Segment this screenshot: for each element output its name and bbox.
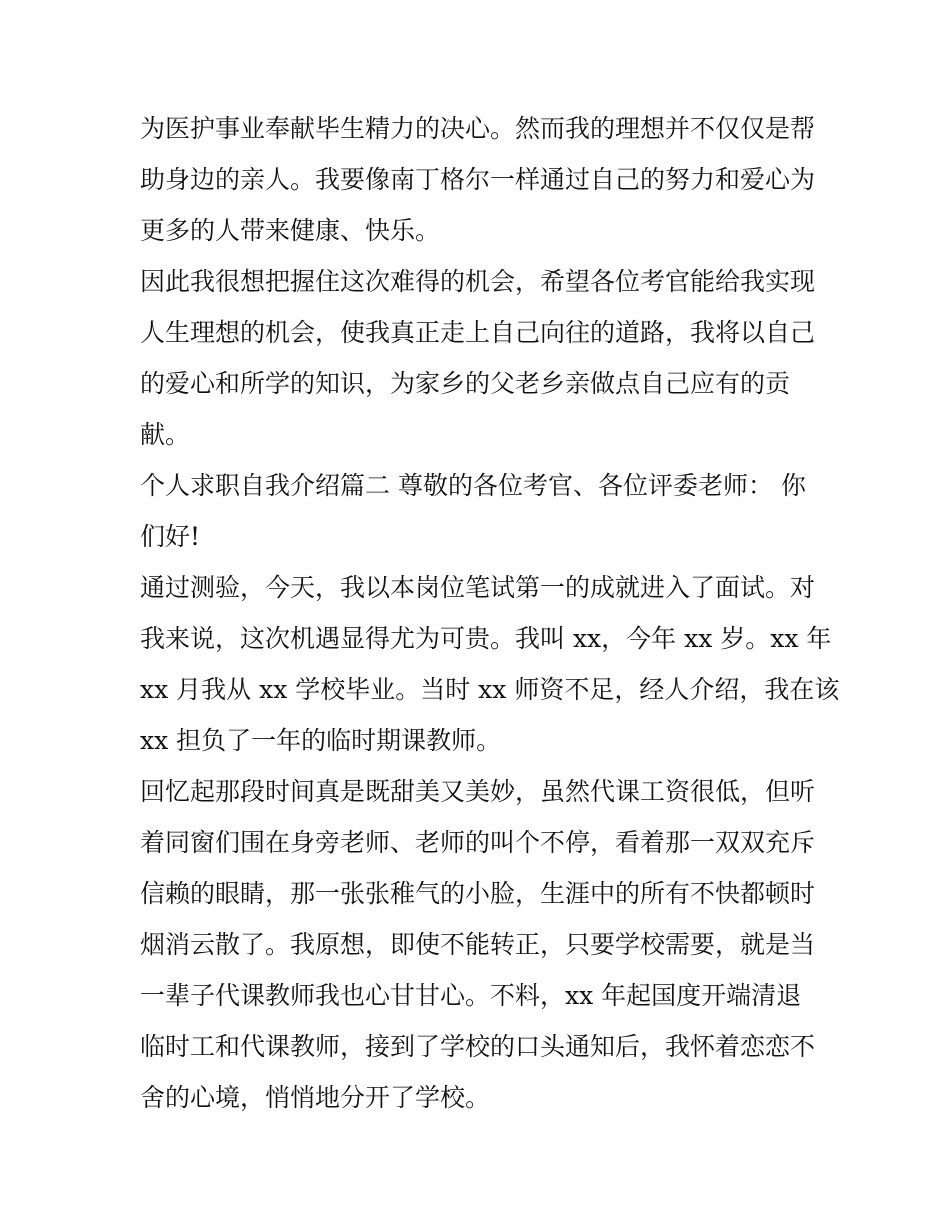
text-line: 舍的心境，悄悄地分开了学校。 [140, 1083, 491, 1112]
text-line: 因此我很想把握住这次难得的机会，希望各位考官能给我实现 [140, 267, 816, 296]
text-line: xx 担负了一年的临时期课教师。 [140, 726, 502, 755]
text-line: 人生理想的机会，使我真正走上自己向往的道路，我将以自己 [140, 318, 816, 347]
text-line: 为医护事业奉献毕生精力的决心。然而我的理想并不仅仅是帮 [140, 114, 816, 143]
text-line: 回忆起那段时间真是既甜美又美妙，虽然代课工资很低，但听 [140, 777, 816, 806]
text-line: 助身边的亲人。我要像南丁格尔一样通过自己的努力和爱心为 [140, 165, 816, 194]
text-line: 我来说，这次机遇显得尤为可贵。我叫 xx，今年 xx 岁。xx 年 [140, 624, 832, 653]
text-line: xx 月我从 xx 学校毕业。当时 xx 师资不足，经人介绍，我在该 [140, 675, 840, 704]
text-line: 烟消云散了。我原想，即使不能转正，只要学校需要，就是当 [140, 930, 816, 959]
text-line: 信赖的眼睛，那一张张稚气的小脸，生涯中的所有不快都顿时 [140, 879, 816, 908]
text-line: 临时工和代课教师，接到了学校的口头通知后，我怀着恋恋不 [140, 1032, 816, 1061]
text-line: 个人求职自我介绍篇二 尊敬的各位考官、各位评委老师： 你 [140, 471, 806, 500]
text-line: 一辈子代课教师我也心甘甘心。不料，xx 年起国度开端清退 [140, 981, 802, 1010]
text-line: 更多的人带来健康、快乐。 [140, 216, 441, 245]
text-line: 通过测验，今天，我以本岗位笔试第一的成就进入了面试。对 [140, 573, 816, 602]
text-line: 献。 [140, 420, 191, 449]
text-line: 们好! [140, 522, 201, 551]
text-line: 着同窗们围在身旁老师、老师的叫个不停，看着那一双双充斥 [140, 828, 816, 857]
text-line: 的爱心和所学的知识，为家乡的父老乡亲做点自己应有的贡 [140, 369, 791, 398]
